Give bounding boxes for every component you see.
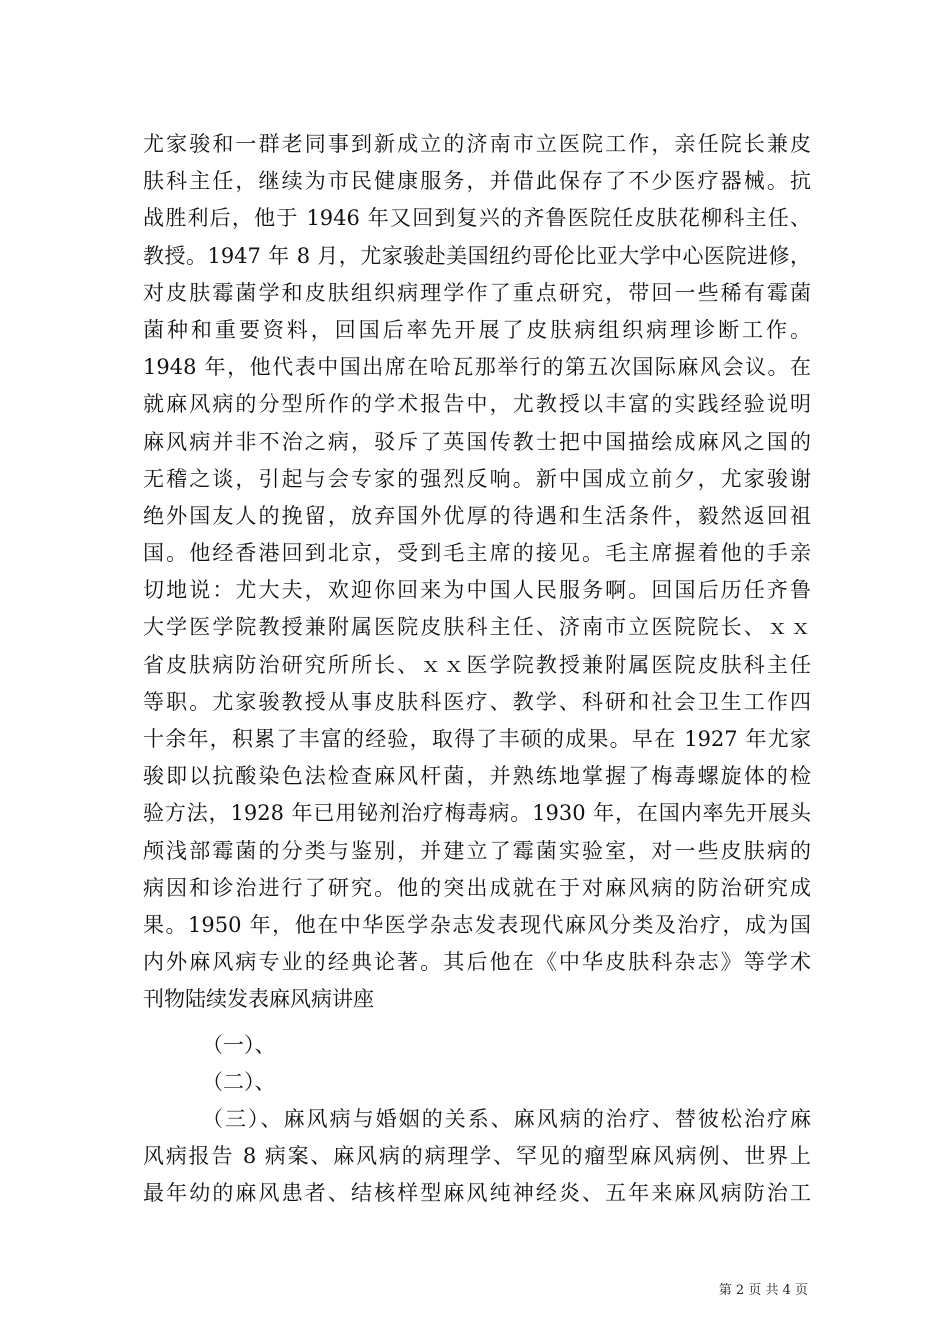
text-line: 1948 年，他代表中国出席在哈瓦那举行的第五次国际麻风会议。在 <box>143 355 811 380</box>
text-line: 等职。尤家骏教授从事皮肤科医疗、教学、科研和社会卫生工作四 <box>143 689 811 714</box>
text-line: 大学医学院教授兼附属医院皮肤科主任、济南市立医院院长、ｘｘ <box>143 615 811 640</box>
text-line: 最年幼的麻风患者、结核样型麻风纯神经炎、五年来麻风病防治工 <box>143 1181 811 1206</box>
text-line: 国。他经香港回到北京，受到毛主席的接见。毛主席握着他的手亲 <box>143 541 811 566</box>
list-item: （一）、 <box>202 1032 276 1057</box>
text-line: 十余年，积累了丰富的经验，取得了丰硕的成果。早在 1927 年尤家 <box>143 727 811 751</box>
text-line: 菌种和重要资料，回国后率先开展了皮肤病组织病理诊断工作。 <box>143 317 811 342</box>
text-line: 尤家骏和一群老同事到新成立的济南市立医院工作，亲任院长兼皮 <box>143 132 811 156</box>
text-line: 刊物陆续发表麻风病讲座 <box>143 987 374 1012</box>
text-line: 麻风病并非不治之病，驳斥了英国传教士把中国描绘成麻风之国的 <box>143 429 811 454</box>
text-line: 果。1950 年，他在中华医学杂志发表现代麻风分类及治疗，成为国 <box>143 912 811 937</box>
body-text <box>143 126 811 1212</box>
text-line: 切地说：尤大夫，欢迎你回来为中国人民服务啊。回国后历任齐鲁 <box>143 578 811 603</box>
text-line: 内外麻风病专业的经典论著。其后他在《中华皮肤科杂志》等学术 <box>143 950 811 975</box>
text-line: 教授。1947 年 8 月，尤家骏赴美国纽约哥伦比亚大学中心医院进修， <box>143 243 811 268</box>
text-line: 验方法，1928 年已用铋剂治疗梅毒病。1930 年，在国内率先开展头 <box>143 801 811 826</box>
list-item: （三）、麻风病与婚姻的关系、麻风病的治疗、替彼松治疗麻 <box>202 1106 811 1131</box>
text-line: 战胜利后，他于 1946 年又回到复兴的齐鲁医院任皮肤花柳科主任、 <box>143 206 811 231</box>
text-line: 颅浅部霉菌的分类与鉴别，并建立了霉菌实验室，对一些皮肤病的 <box>143 838 811 863</box>
text-line: 就麻风病的分型所作的学术报告中，尤教授以丰富的实践经验说明 <box>143 392 811 417</box>
text-line: 绝外国友人的挽留，放弃国外优厚的待遇和生活条件，毅然返回祖 <box>143 503 811 528</box>
page-number: 第 2 页 共 4 页 <box>718 1283 808 1298</box>
text-line: 骏即以抗酸染色法检查麻风杆菌，并熟练地掌握了梅毒螺旋体的检 <box>143 764 811 789</box>
list-item: （二）、 <box>202 1069 276 1094</box>
text-line: 肤科主任，继续为市民健康服务，并借此保存了不少医疗器械。抗 <box>143 169 811 194</box>
text-line: 病因和诊治进行了研究。他的突出成就在于对麻风病的防治研究成 <box>143 875 811 900</box>
text-line: 无稽之谈，引起与会专家的强烈反响。新中国成立前夕，尤家骏谢 <box>143 466 811 491</box>
text-line: 风病报告 8 病案、麻风病的病理学、罕见的瘤型麻风病例、世界上 <box>143 1144 811 1169</box>
text-line: 对皮肤霉菌学和皮肤组织病理学作了重点研究，带回一些稀有霉菌 <box>143 280 811 305</box>
text-line: 省皮肤病防治研究所所长、ｘｘ医学院教授兼附属医院皮肤科主任 <box>143 652 811 677</box>
